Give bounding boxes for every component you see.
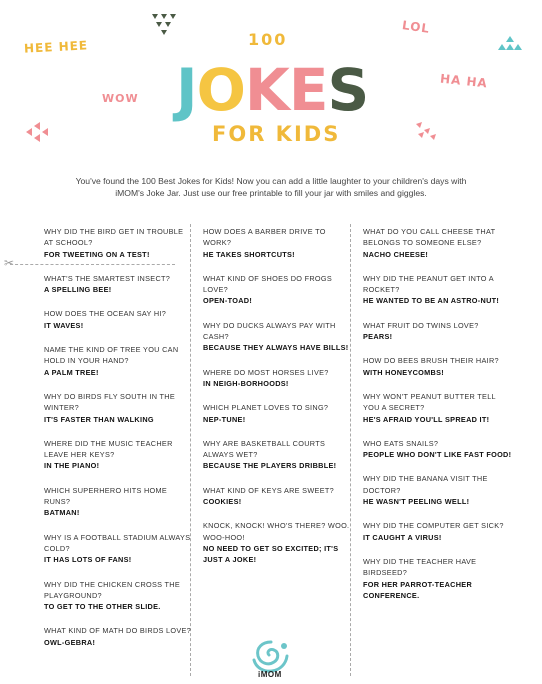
joke-item [203, 226, 353, 260]
joke-question: WHY WON'T PEANUT BUTTER TELL YOU A SECRET? [363, 391, 496, 413]
joke-answer: WITH HONEYCOMBS! [363, 367, 445, 377]
joke-answer: IT'S FASTER THAN WALKING [44, 414, 154, 424]
title-letter: K [244, 56, 289, 124]
deco-wow: WOW [102, 92, 139, 105]
joke-question: WHY DO DUCKS ALWAYS PAY WITH CASH? [203, 320, 336, 342]
joke-item [44, 273, 194, 296]
joke-answer: PEARS! [363, 332, 393, 342]
joke-answer: IN NEIGH-BORHOODS! [203, 378, 289, 388]
joke-question: NAME THE KIND OF TREE YOU CAN HOLD IN YOUR HAND? [44, 345, 179, 366]
joke-answer: FOR HER PARROT-TEACHER CONFERENCE. [363, 579, 473, 600]
joke-question: WHAT'S THE SMARTEST INSECT? [44, 273, 171, 283]
joke-question: WHY DO BIRDS FLY SOUTH IN THE WINTER? [44, 391, 176, 413]
joke-answer: BECAUSE THEY ALWAYS HAVE BILLS! [203, 343, 349, 353]
joke-column [44, 226, 194, 661]
triangles-deco-icon [498, 36, 522, 54]
joke-answer: BECAUSE THE PLAYERS DRIBBLE! [203, 461, 337, 471]
joke-question: WHY DID THE COMPUTER GET SICK? [363, 521, 504, 531]
joke-item [44, 438, 194, 472]
joke-answer: A SPELLING BEE! [44, 285, 112, 295]
joke-answer: TO GET TO THE OTHER SLIDE. [44, 602, 161, 612]
joke-item [203, 367, 353, 390]
triangles-deco-icon [26, 122, 48, 142]
joke-answer: HE WASN'T PEELING WELL! [363, 497, 470, 507]
logo-text: iMOM [258, 670, 282, 679]
joke-item [44, 391, 194, 425]
joke-answer: IT WAVES! [44, 320, 84, 330]
joke-question: WHAT DO YOU CALL CHEESE THAT BELONGS TO SOMEONE ELSE? [363, 227, 496, 248]
joke-question: WHERE DO MOST HORSES LIVE? [203, 367, 329, 377]
scissors-icon: ✂ [4, 256, 15, 270]
joke-column [363, 226, 513, 614]
title-hundred: 100 [248, 30, 288, 49]
joke-answer: BATMAN! [44, 508, 80, 518]
title-letter: O [196, 56, 245, 124]
joke-item [363, 355, 513, 378]
joke-item [363, 391, 513, 425]
joke-answer: NO NEED TO GET SO EXCITED; IT'S JUST A JOKE! [203, 543, 339, 565]
joke-item [363, 473, 513, 507]
joke-question: WHY DID THE BIRD GET IN TROUBLE AT SCHOOL? [44, 227, 184, 248]
joke-question: WHAT FRUIT DO TWINS LOVE? [363, 320, 479, 330]
page-title [176, 56, 368, 124]
joke-item [363, 273, 513, 307]
joke-question: WHY DID THE CHICKEN CROSS THE PLAYGROUND? [44, 579, 181, 600]
joke-answer: NACHO CHEESE! [363, 249, 429, 259]
joke-question: WHICH SUPERHERO HITS HOME RUNS? [44, 485, 168, 507]
joke-item [363, 320, 513, 343]
joke-answer: HE TAKES SHORTCUTS! [203, 249, 295, 259]
joke-question: WHAT KIND OF MATH DO BIRDS LOVE? [44, 626, 192, 636]
joke-answer: FOR TWEETING ON A TEST! [44, 249, 150, 259]
joke-item [203, 520, 353, 565]
joke-item [44, 308, 194, 331]
joke-item [203, 320, 353, 354]
title-letter: J [176, 56, 197, 124]
joke-question: WHY DID THE PEANUT GET INTO A ROCKET? [363, 273, 494, 295]
joke-answer: PEOPLE WHO DON'T LIKE FAST FOOD! [363, 450, 512, 460]
joke-item [203, 438, 353, 472]
joke-answer: IN THE PIANO! [44, 461, 100, 471]
joke-answer: COOKIES! [203, 497, 242, 507]
joke-item [44, 485, 194, 519]
joke-question: WHAT KIND OF SHOES DO FROGS LOVE? [203, 273, 333, 295]
joke-question: HOW DO BEES BRUSH THEIR HAIR? [363, 356, 499, 366]
joke-item [363, 438, 513, 461]
joke-answer: IT CAUGHT A VIRUS! [363, 532, 442, 542]
joke-question: WHY DID THE BANANA VISIT THE DOCTOR? [363, 474, 488, 495]
joke-answer: HE WANTED TO BE AN ASTRO-NUT! [363, 296, 500, 306]
joke-question: KNOCK, KNOCK! WHO'S THERE? WOO. WOO-HOO! [203, 521, 350, 542]
joke-column [203, 226, 353, 579]
joke-question: WHY DID THE TEACHER HAVE BIRDSEED? [363, 556, 477, 578]
joke-item [44, 579, 194, 613]
joke-answer: HE'S AFRAID YOU'LL SPREAD IT! [363, 414, 490, 424]
joke-question: WHY IS A FOOTBALL STADIUM ALWAYS COLD? [44, 532, 191, 553]
page-subtitle: FOR KIDS [212, 122, 341, 146]
joke-item [44, 532, 194, 566]
title-letter: S [327, 56, 369, 124]
joke-question: WHICH PLANET LOVES TO SING? [203, 403, 329, 413]
joke-question: WHO EATS SNAILS? [363, 438, 439, 448]
triangles-deco-icon [152, 14, 176, 36]
deco-ha-ha: HA HA [439, 71, 489, 91]
joke-item [44, 226, 194, 260]
joke-answer: NEP-TUNE! [203, 414, 246, 424]
joke-item [203, 485, 353, 508]
joke-item [44, 625, 194, 648]
joke-answer: OPEN-TOAD! [203, 296, 253, 306]
deco-lol: LOL [401, 18, 431, 36]
joke-item [203, 402, 353, 425]
joke-item [363, 226, 513, 260]
joke-question: HOW DOES THE OCEAN SAY HI? [44, 309, 167, 319]
joke-answer: OWL-GEBRA! [44, 637, 96, 647]
joke-question: WHERE DID THE MUSIC TEACHER LEAVE HER KEYS? [44, 438, 173, 460]
deco-hee-hee: HEE HEE [23, 38, 89, 56]
joke-question: WHY ARE BASKETBALL COURTS ALWAYS WET? [203, 438, 326, 460]
title-letter: E [288, 56, 328, 124]
triangles-deco-icon [416, 122, 436, 142]
joke-item [203, 273, 353, 307]
joke-answer: A PALM TREE! [44, 367, 99, 377]
joke-answer: IT HAS LOTS OF FANS! [44, 555, 132, 565]
intro-text: You've found the 100 Best Jokes for Kids! Now you can add a little laughter to your children's days with iMOM's Joke Jar. Just use our free printable to fill your jar with smiles and giggles. [75, 175, 467, 198]
joke-item [44, 344, 194, 378]
joke-question: WHAT KIND OF KEYS ARE SWEET? [203, 485, 334, 495]
joke-item [363, 556, 513, 601]
joke-item [363, 520, 513, 543]
joke-question: HOW DOES A BARBER DRIVE TO WORK? [203, 227, 326, 248]
